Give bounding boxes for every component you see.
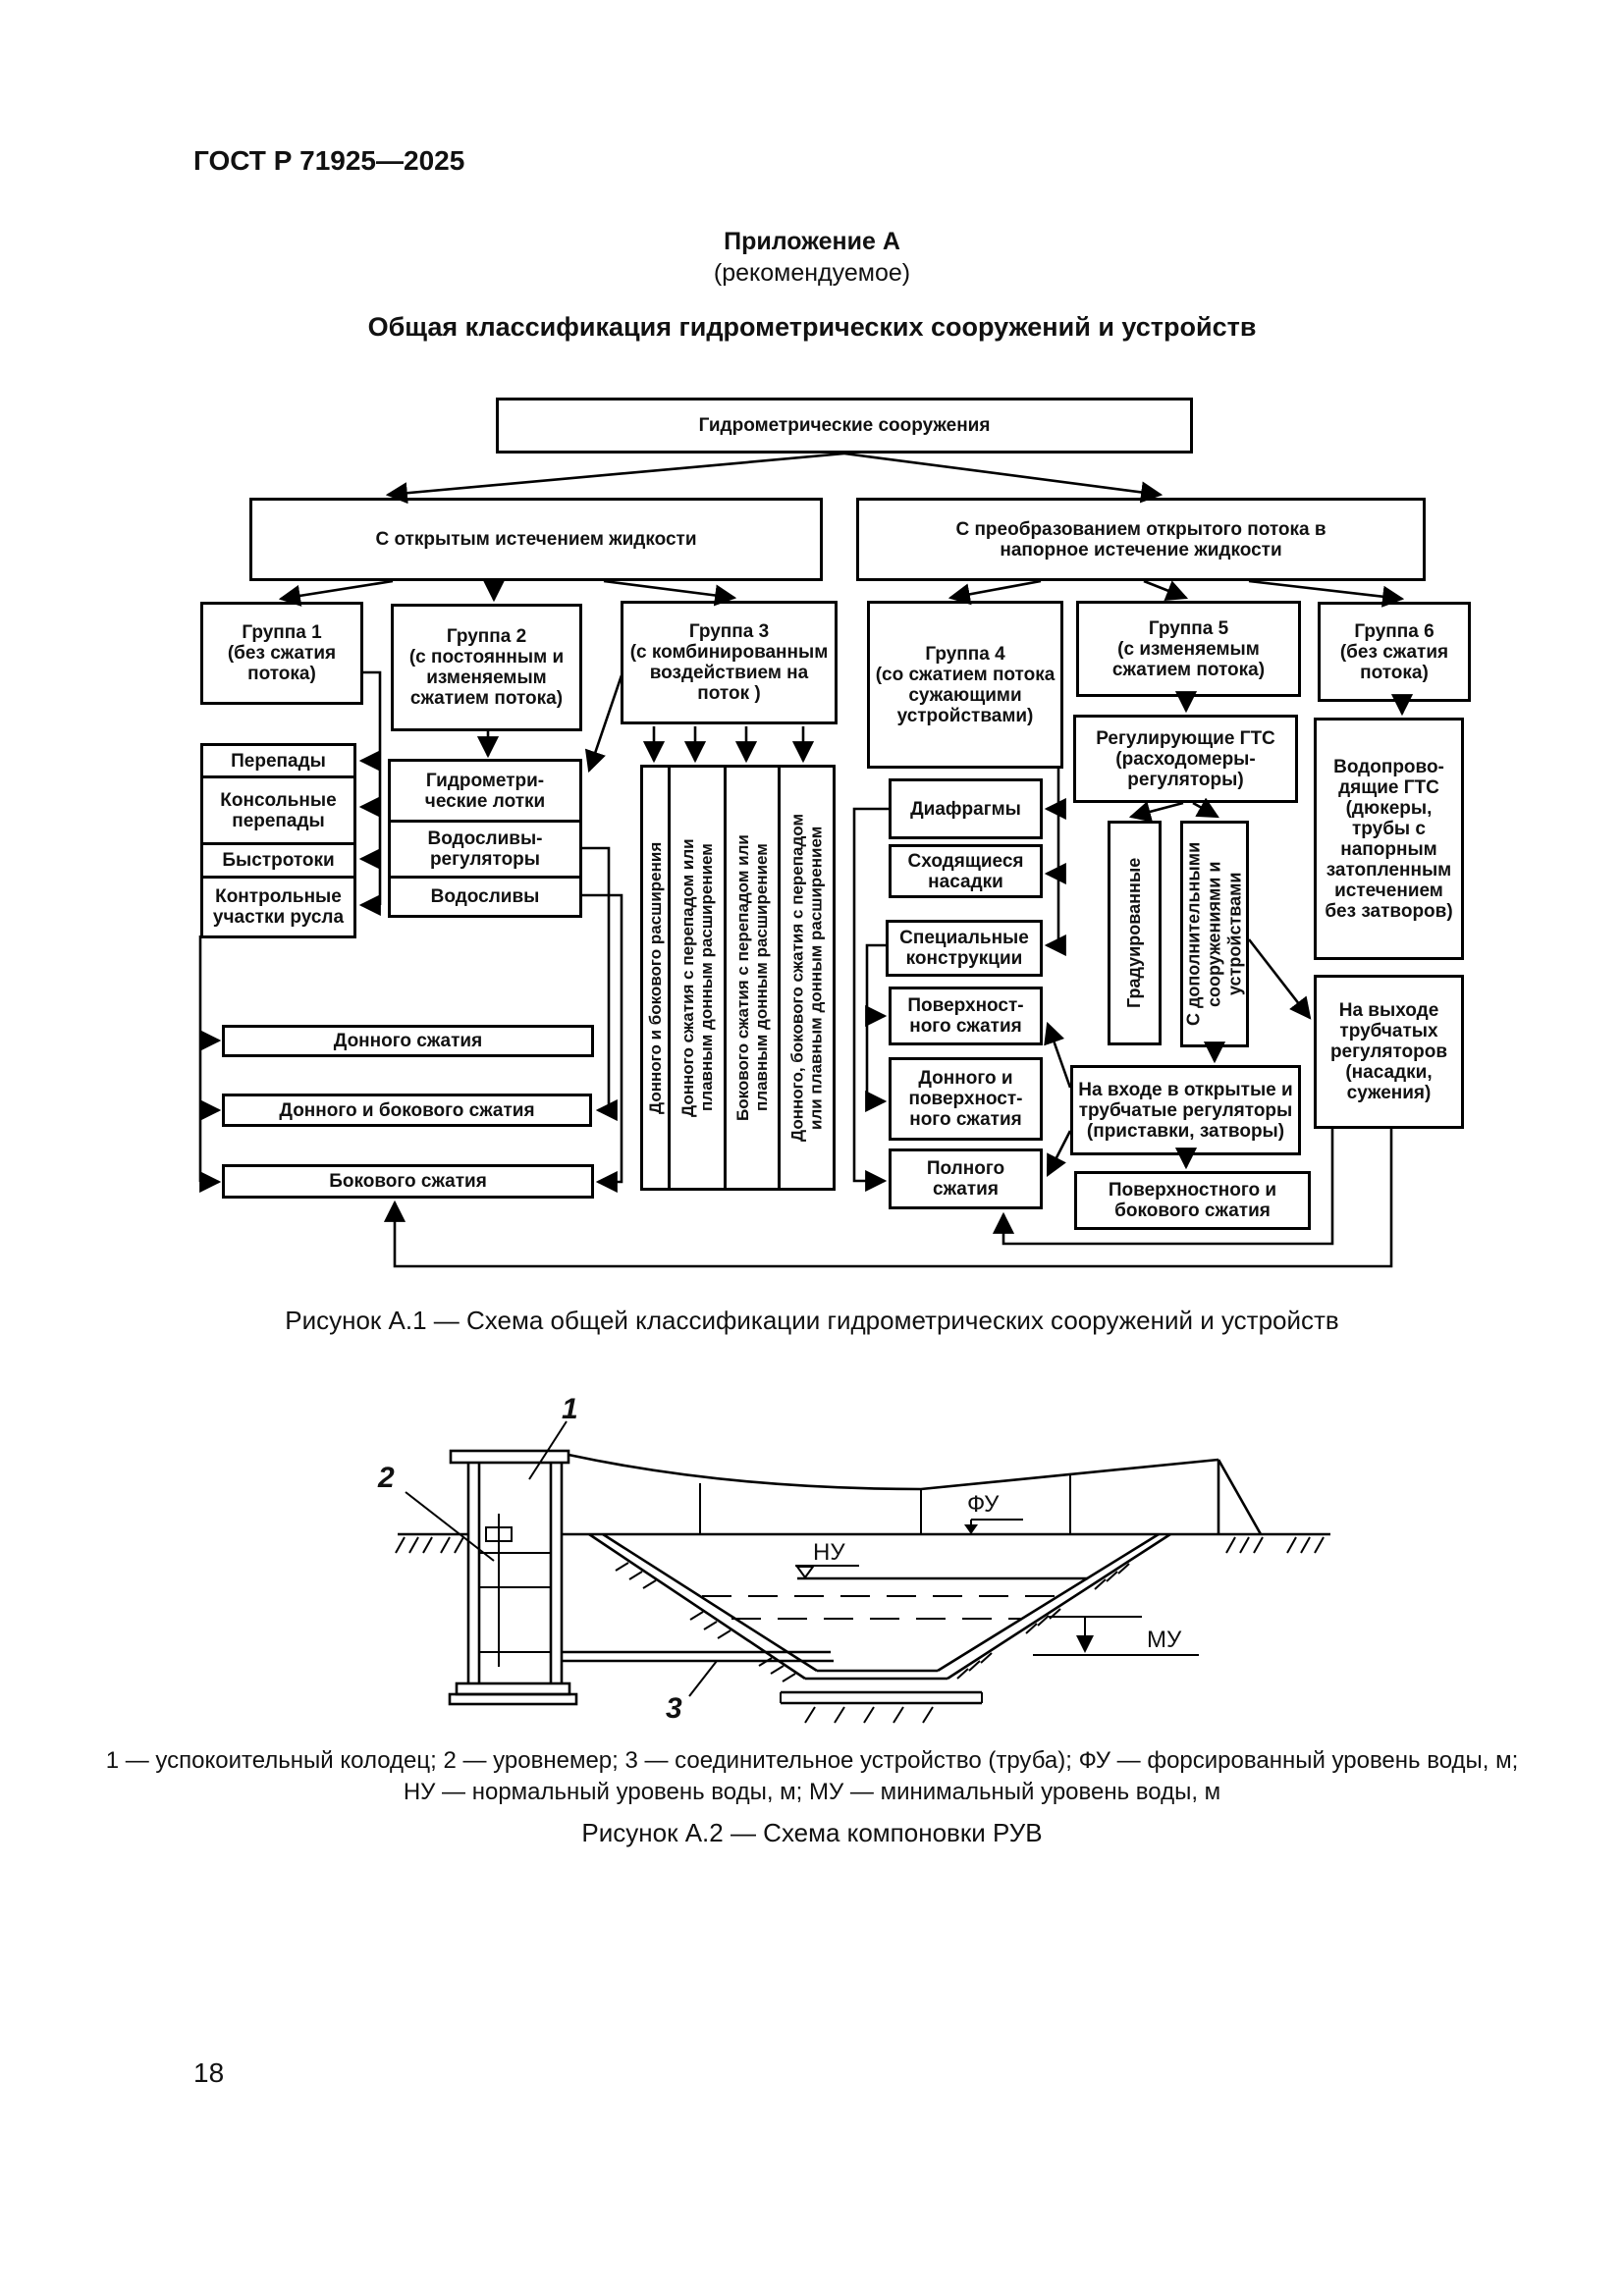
appendix-label: Приложение А (724, 228, 900, 255)
box-col-bottom-compression-drop: Донного сжатия с перепадом или плавным донным расширением (668, 765, 727, 1191)
pos-label-level-gauge: 2 (378, 1462, 395, 1494)
box-group1: Группа 1 (без сжатия потока) (200, 602, 363, 705)
box-bottom-surface-compression: Донного и поверхност- ного сжатия (889, 1057, 1043, 1141)
level-label-fu: ФУ (967, 1491, 1000, 1518)
hatch-ticks (396, 1537, 1324, 1723)
pos-label-connecting-pipe: 3 (666, 1692, 682, 1725)
box-converging-nozzles: Сходящиеся насадки (889, 844, 1043, 898)
box-with-additional: С дополнительными сооружениями и устройствами (1180, 821, 1249, 1047)
level-label-mu: МУ (1147, 1627, 1182, 1653)
appendix-title: Общая классификация гидрометрических сооружений и устройств (367, 312, 1257, 342)
box-at-inlet: На входе в открытые и трубчатые регуляторы (приставки, затворы) (1070, 1065, 1301, 1155)
box-bottom-side-compression: Донного и бокового сжатия (222, 1094, 592, 1127)
box-group5: Группа 5 (с изменяемым сжатием потока) (1076, 601, 1301, 697)
box-graduated: Градуированные (1108, 821, 1162, 1045)
ruv-layout-drawing (377, 1393, 1330, 1725)
box-hydrometric-flumes: Гидрометри- ческие лотки (388, 759, 582, 823)
standard-number: ГОСТ Р 71925—2025 (193, 145, 465, 176)
box-water-conveying-gts: Водопрово- дящие ГТС (дюкеры, трубы с напорным затопленным истечением без затворов) (1314, 718, 1464, 960)
box-surface-side-compression: Поверхностного и бокового сжатия (1074, 1171, 1311, 1230)
appendix-kind: (рекомендуемое) (713, 259, 911, 287)
box-group4: Группа 4 (со сжатием потока сужающими устройствами) (867, 601, 1063, 769)
box-cantilever-drops: Консольные перепады (200, 775, 356, 845)
box-special-constructions: Специальные конструкции (886, 920, 1043, 977)
box-side-compression: Бокового сжатия (222, 1164, 594, 1199)
box-root: Гидрометрические сооружения (496, 398, 1193, 454)
figure-a1-caption: Рисунок А.1 — Схема общей классификации гидрометрических сооружений и устройств (285, 1306, 1339, 1335)
box-col-bottom-side-compression-drop: Донного, бокового сжатия с перепадом или плавным донным расширением (778, 765, 836, 1191)
box-converted-flow: С преобразованием открытого потока в напорное истечение жидкости (856, 498, 1426, 581)
box-control-channel-sections: Контрольные участки русла (200, 876, 356, 938)
level-label-nu: НУ (813, 1539, 845, 1566)
box-drops: Перепады (200, 743, 356, 778)
box-group3: Группа 3 (с комбинированным воздействием на поток ) (621, 601, 838, 724)
box-bottom-compression: Донного сжатия (222, 1025, 594, 1057)
box-full-compression: Полного сжатия (889, 1148, 1043, 1209)
pos-label-well: 1 (562, 1393, 578, 1425)
figure-a2-legend-line1: 1 — успокоительный колодец; 2 — уровнемер; 3 — соединительное устройство (труба); ФУ — форсированный уровень воды, м; (105, 1747, 1519, 1774)
box-col-side-compression-drop: Бокового сжатия с перепадом или плавным донным расширением (724, 765, 781, 1191)
box-regulating-gts: Регулирующие ГТС (расходомеры- регуляторы) (1073, 715, 1298, 803)
box-fast-chutes: Быстротоки (200, 842, 356, 879)
box-diaphragms: Диафрагмы (889, 778, 1043, 839)
box-weirs: Водосливы (388, 876, 582, 918)
page-number: 18 (193, 2057, 225, 2088)
box-group6: Группа 6 (без сжатия потока) (1318, 602, 1471, 702)
figure-a2-legend-line2: НУ — нормальный уровень воды, м; МУ — минимальный уровень воды, м (403, 1779, 1221, 1805)
box-open-flow: С открытым истечением жидкости (249, 498, 823, 581)
box-group2: Группа 2 (с постоянным и изменяемым сжатием потока) (391, 604, 582, 731)
box-surface-compression: Поверхност- ного сжатия (889, 987, 1043, 1045)
figure-a2-caption: Рисунок А.2 — Схема компоновки РУВ (581, 1818, 1043, 1847)
box-col-bottom-side-expansion: Донного и бокового расширения (640, 765, 671, 1191)
box-at-outlet: На выходе трубчатых регуляторов (насадки, сужения) (1314, 975, 1464, 1129)
box-weir-regulators: Водосливы- регуляторы (388, 820, 582, 879)
